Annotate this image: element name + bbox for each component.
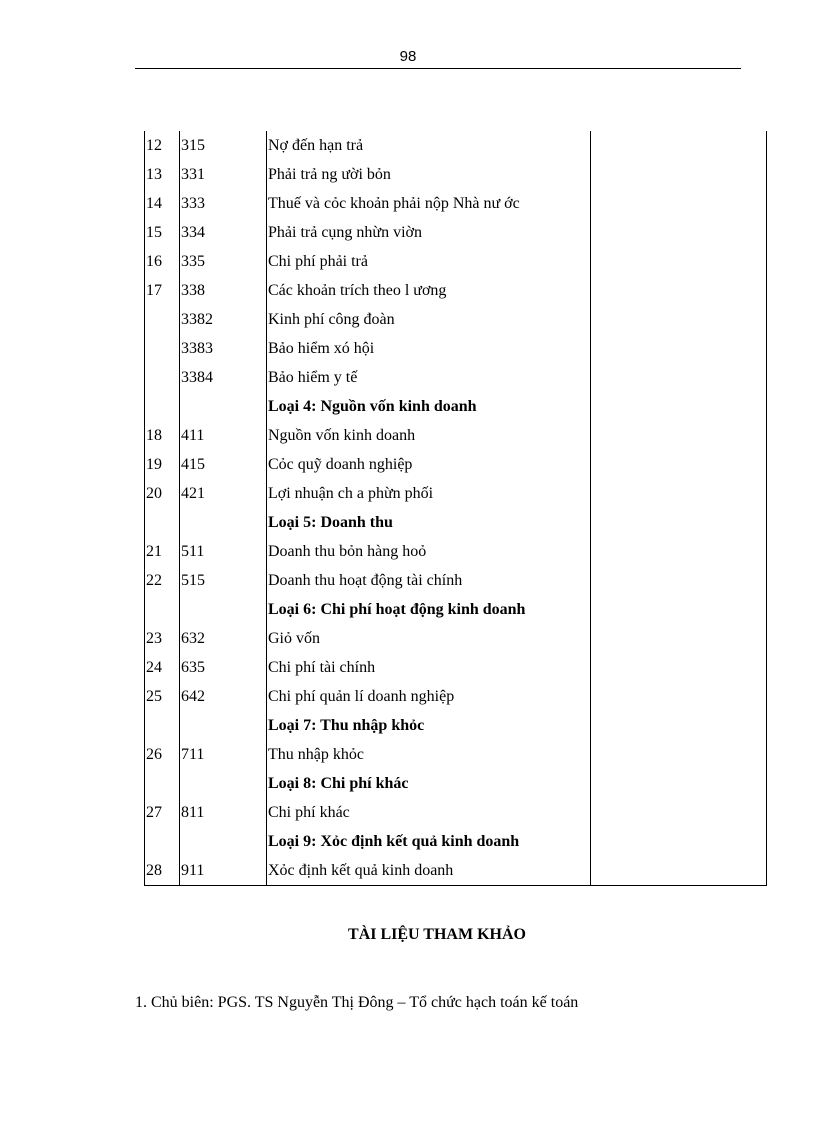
- account-name-cell: Doanh thu bỏn hàng hoỏ: [267, 537, 591, 566]
- table-row: [145, 798, 767, 827]
- account-name-cell: Chi phí tài chính: [267, 653, 591, 682]
- account-table-body: [145, 131, 767, 886]
- header-divider: [135, 68, 741, 69]
- account-code-cell: 415: [180, 450, 267, 479]
- account-name-cell: Kinh phí công đoàn: [267, 305, 591, 334]
- account-code-cell: [180, 392, 267, 421]
- account-code-cell: 511: [180, 537, 267, 566]
- note-cell: [591, 421, 767, 450]
- account-code-cell: 3383: [180, 334, 267, 363]
- note-cell: [591, 305, 767, 334]
- note-cell: [591, 334, 767, 363]
- row-number-cell: 21: [145, 537, 180, 566]
- account-code-cell: 811: [180, 798, 267, 827]
- row-number-cell: [145, 827, 180, 856]
- table-row: [145, 247, 767, 276]
- account-name-cell: Xỏc định kết quả kinh doanh: [267, 856, 591, 886]
- row-number-cell: 17: [145, 276, 180, 392]
- page-number: 98: [399, 48, 417, 65]
- section-heading-cell: Loại 5: Doanh thu: [267, 508, 591, 537]
- note-cell: [591, 827, 767, 856]
- account-name-cell: Thuế và cỏc khoản phải nộp Nhà nư ớc: [267, 189, 591, 218]
- account-code-cell: 911: [180, 856, 267, 886]
- row-number-cell: [145, 508, 180, 537]
- note-cell: [591, 479, 767, 508]
- note-cell: [591, 740, 767, 769]
- account-code-cell: 411: [180, 421, 267, 450]
- table-row: [145, 276, 767, 305]
- table-row: [145, 566, 767, 595]
- note-cell: [591, 276, 767, 305]
- account-code-cell: 642: [180, 682, 267, 711]
- account-table: [144, 131, 767, 886]
- note-cell: [591, 247, 767, 276]
- row-number-cell: [145, 392, 180, 421]
- row-number-cell: 14: [145, 189, 180, 218]
- account-code-cell: 515: [180, 566, 267, 595]
- account-name-cell: Giỏ vốn: [267, 624, 591, 653]
- account-name-cell: Chi phí phải trả: [267, 247, 591, 276]
- account-code-cell: [180, 827, 267, 856]
- note-cell: [591, 450, 767, 479]
- table-row: [145, 421, 767, 450]
- note-cell: [591, 711, 767, 740]
- table-row: [145, 160, 767, 189]
- account-code-cell: [180, 711, 267, 740]
- section-heading-cell: Loại 4: Nguồn vốn kinh doanh: [267, 392, 591, 421]
- row-number-cell: 24: [145, 653, 180, 682]
- table-row: [145, 537, 767, 566]
- row-number-cell: 22: [145, 566, 180, 595]
- row-number-cell: [145, 595, 180, 624]
- reference-item: 1. Chủ biên: PGS. TS Nguyễn Thị Đông – Tổ chức hạch toán kế toán: [135, 994, 579, 1011]
- account-name-cell: Cỏc quỹ doanh nghiệp: [267, 450, 591, 479]
- account-name-cell: Chi phí khác: [267, 798, 591, 827]
- table-row: [145, 856, 767, 886]
- account-code-cell: [180, 595, 267, 624]
- table-row: [145, 305, 767, 334]
- row-number-cell: 18: [145, 421, 180, 450]
- account-code-cell: 421: [180, 479, 267, 508]
- account-code-cell: 3382: [180, 305, 267, 334]
- account-code-cell: 335: [180, 247, 267, 276]
- account-name-cell: Doanh thu hoạt động tài chính: [267, 566, 591, 595]
- section-heading-cell: Loại 6: Chi phí hoạt động kinh doanh: [267, 595, 591, 624]
- table-row: [145, 189, 767, 218]
- account-name-cell: Phải trả ng ười bỏn: [267, 160, 591, 189]
- note-cell: [591, 769, 767, 798]
- table-row: [145, 363, 767, 392]
- note-cell: [591, 189, 767, 218]
- table-section-row: [145, 769, 767, 798]
- row-number-cell: 27: [145, 798, 180, 827]
- table-section-row: [145, 827, 767, 856]
- table-row: [145, 624, 767, 653]
- table-section-row: [145, 711, 767, 740]
- row-number-cell: 15: [145, 218, 180, 247]
- account-code-cell: 333: [180, 189, 267, 218]
- account-name-cell: Lợi nhuận ch a phừn phối: [267, 479, 591, 508]
- table-row: [145, 131, 767, 160]
- table-row: [145, 334, 767, 363]
- note-cell: [591, 856, 767, 886]
- section-heading-cell: Loại 9: Xỏc định kết quả kinh doanh: [267, 827, 591, 856]
- account-code-cell: 315: [180, 131, 267, 160]
- note-cell: [591, 392, 767, 421]
- note-cell: [591, 218, 767, 247]
- account-name-cell: Các khoản trích theo l ương: [267, 276, 591, 305]
- note-cell: [591, 798, 767, 827]
- account-code-cell: [180, 508, 267, 537]
- account-code-cell: 632: [180, 624, 267, 653]
- note-cell: [591, 363, 767, 392]
- table-row: [145, 450, 767, 479]
- account-code-cell: [180, 769, 267, 798]
- account-code-cell: 635: [180, 653, 267, 682]
- row-number-cell: 28: [145, 856, 180, 886]
- account-name-cell: Bảo hiểm xó hội: [267, 334, 591, 363]
- note-cell: [591, 653, 767, 682]
- account-code-cell: 711: [180, 740, 267, 769]
- section-heading-cell: Loại 7: Thu nhập khỏc: [267, 711, 591, 740]
- table-section-row: [145, 392, 767, 421]
- row-number-cell: 13: [145, 160, 180, 189]
- account-name-cell: Thu nhập khỏc: [267, 740, 591, 769]
- account-name-cell: Chi phí quản lí doanh nghiệp: [267, 682, 591, 711]
- note-cell: [591, 624, 767, 653]
- note-cell: [591, 595, 767, 624]
- account-name-cell: Phải trả cụng nhừn viờn: [267, 218, 591, 247]
- row-number-cell: 16: [145, 247, 180, 276]
- row-number-cell: 25: [145, 682, 180, 711]
- section-heading-cell: Loại 8: Chi phí khác: [267, 769, 591, 798]
- account-name-cell: Bảo hiểm y tế: [267, 363, 591, 392]
- table-section-row: [145, 508, 767, 537]
- account-name-cell: Nguồn vốn kinh doanh: [267, 421, 591, 450]
- note-cell: [591, 131, 767, 160]
- row-number-cell: 20: [145, 479, 180, 508]
- table-row: [145, 682, 767, 711]
- table-row: [145, 653, 767, 682]
- table-row: [145, 218, 767, 247]
- row-number-cell: 23: [145, 624, 180, 653]
- row-number-cell: [145, 711, 180, 740]
- account-code-cell: 331: [180, 160, 267, 189]
- table-row: [145, 740, 767, 769]
- note-cell: [591, 508, 767, 537]
- note-cell: [591, 537, 767, 566]
- account-code-cell: 334: [180, 218, 267, 247]
- row-number-cell: 12: [145, 131, 180, 160]
- note-cell: [591, 566, 767, 595]
- table-row: [145, 479, 767, 508]
- table-section-row: [145, 595, 767, 624]
- note-cell: [591, 160, 767, 189]
- row-number-cell: 26: [145, 740, 180, 769]
- note-cell: [591, 682, 767, 711]
- account-code-cell: 338: [180, 276, 267, 305]
- account-code-cell: 3384: [180, 363, 267, 392]
- account-name-cell: Nợ đến hạn trả: [267, 131, 591, 160]
- row-number-cell: [145, 769, 180, 798]
- row-number-cell: 19: [145, 450, 180, 479]
- references-title: TÀI LIỆU THAM KHẢO: [348, 926, 526, 943]
